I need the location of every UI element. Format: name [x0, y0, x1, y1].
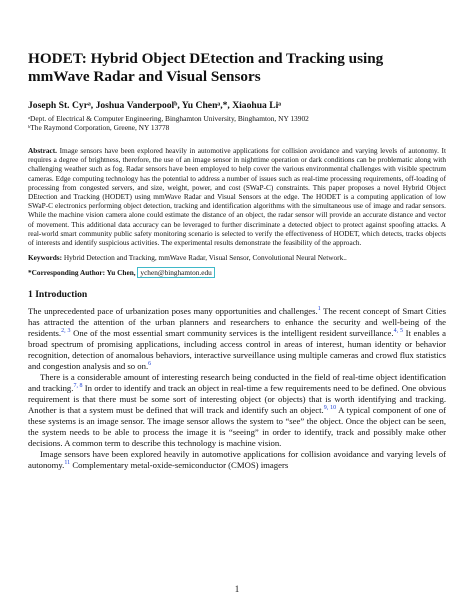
- paper-page: [28, 50, 446, 471]
- citation-link[interactable]: 1: [317, 306, 321, 313]
- corresponding-author: [28, 268, 446, 277]
- p3-text-a: Image sensors have been explored heavily in automotive applications for collision avoidance and varying levels of autonomy.: [28, 449, 446, 471]
- p1-text-a: The unprecedented pace of urbanization poses many opportunities and challenges.: [28, 306, 318, 317]
- p1-text-c: One of the most essential smart community services is the intelligent resident surveillance.: [70, 328, 394, 339]
- p3-text-b: Complementary metal-oxide-semiconductor (CMOS) imagers: [70, 460, 289, 471]
- section-heading-introduction: 1 Introduction: [28, 289, 88, 301]
- abstract-label: Abstract.: [28, 146, 57, 155]
- keywords: [28, 253, 446, 262]
- intro-paragraph-1: [28, 306, 446, 372]
- keywords-text: Hybrid Detection and Tracking, mmWave Radar, Visual Sensor, Convolutional Neural Network..: [63, 253, 347, 263]
- p2-text-a: There is a considerable amount of interesting research being conducted in the field of real-time object identification and tracking.: [28, 372, 446, 394]
- intro-paragraph-2: [28, 372, 446, 449]
- author-list: Joseph St. Cyrᵃ, Joshua Vanderpoolᵇ, Yu Chenᵃ,*, Xiaohua Liᵃ: [28, 100, 282, 111]
- intro-paragraph-3: [28, 449, 446, 471]
- keywords-label: Keywords:: [28, 253, 63, 263]
- citation-link[interactable]: 2, 3: [61, 328, 71, 335]
- affiliation-2: ᵇThe Raymond Corporation, Greene, NY 13778: [28, 123, 170, 132]
- corresponding-label: *Corresponding Author: Yu Chen,: [28, 268, 136, 278]
- citation-link[interactable]: 4, 5: [393, 328, 403, 335]
- citation-link[interactable]: 9, 10: [323, 405, 337, 412]
- email-link[interactable]: ychen@binghamton.edu: [137, 267, 214, 278]
- p1-text-d: It enables a broad spectrum of promising applications, including access control in areas of interest, human identity or behavior recognition, detection of anomalous behaviors, interactive surveillance using multiple cameras and crowd flux statistics and congestion analysis and so on.: [28, 328, 447, 372]
- paper-title: HODET: Hybrid Object DEtection and Tracking using mmWave Radar and Visual Sensors: [28, 50, 384, 85]
- abstract: [28, 146, 446, 247]
- page-number: 1: [234, 584, 240, 594]
- p2-text-b: In order to identify and track an object in real-time a few requirements need to be defined. One obvious requirement is that there must be some sort of interesting object (or objects) that is worth identifying and tracking. Another is that a system must be defined that will track and identify such an object.: [28, 383, 446, 416]
- affiliation-1: ᵃDept. of Electrical & Computer Engineering, Binghamton University, Binghamton, NY 13902: [28, 114, 309, 123]
- citation-link[interactable]: 7, 8: [73, 383, 83, 390]
- p1-text-b: The recent concept of Smart Cities has attracted the attention of the urban planners and researchers to enhance the security and well-being of the residents.: [28, 306, 446, 339]
- abstract-text: Image sensors have been explored heavily in automotive applications for collision avoidance and varying levels of autonomy. It requires a degree of brightness, therefore, the use of an image sensor in nighttime operation or dark conditions can be problematic along with challenging weather such as fog. Radar sensors have been employed to help cover the various environmental challenges with visible spectrum cameras. Edge computing technology has the potential to address a number of issues such as real-time processing requirements, off-loading of processing from congested servers, and size, weight, power, and cost (SWaP-C) constraints. This paper proposes a novel Hybrid Object DEtection and Tracking (HODET) using mmWave Radar and Visual Sensors at the edge. The HODET is a computing application of low SWaP-C electronics performing object detection, tracking and identification algorithms with the simultaneous use of image and radar sensors. While the machine vision camera alone could estimate the distance of an object, the radar sensor will provide an accurate distance and vector of movement. This additional data accuracy can be leveraged to further discriminate a detected object to protect against spoofing attacks. A real-world smart community public safety monitoring scenario is selected to verify the effectiveness of HODET, which detects, tracks objects of interests and identify suspicious activities. The experimental results demonstrate the feasibility of the approach.: [28, 146, 446, 248]
- citation-link[interactable]: 11: [64, 460, 71, 467]
- p2-text-c: A typical component of one of these systems is an image sensor. The image sensor allows the system to “see” the object. Once the object can be seen, the system needs to be able to process the image it is “seeing” in order to identify, track and possibly make other decisions. A common term to describe this technology is machine vision.: [28, 405, 447, 449]
- citation-link[interactable]: 6: [148, 361, 152, 368]
